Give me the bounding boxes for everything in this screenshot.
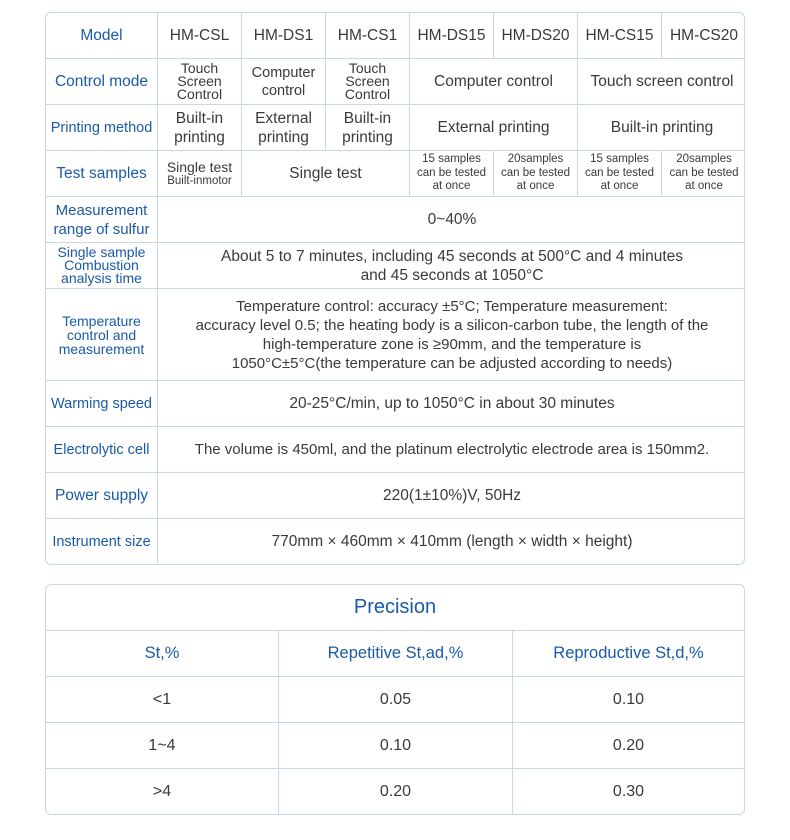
precision-header-st: St,% [46,631,279,677]
instrument-size-value: 770mm × 460mm × 410mm (length × width × height) [271,532,633,550]
precision-header-repetitive: Repetitive St,ad,% [279,631,513,677]
row-label-printing-method: Printing method [46,105,158,151]
control-mode-csl: Touch Screen Control [158,59,242,105]
test-samples-ds20: 20samples can be tested at once [494,151,578,197]
test-samples-cs15: 15 samples can be tested at once [578,151,662,197]
precision-row-3-reproductive: 0.30 [612,782,645,800]
row-label-analysis-time: Single sample Combustion analysis time [46,243,158,289]
printing-method-cs1: Built-in printing [326,105,410,151]
model-hm-cs15: HM-CS15 [578,13,662,59]
control-mode-cs1: Touch Screen Control [326,59,410,105]
model-hm-ds15: HM-DS15 [410,13,494,59]
test-samples-ds1-cs1: Single test [242,151,410,197]
test-samples-ds15: 15 samples can be tested at once [410,151,494,197]
row-label-measurement-range: Measurement range of sulfur [46,197,158,243]
precision-row-2-reproductive: 0.20 [513,723,744,769]
control-mode-cs15-cs20: Touch screen control [578,59,745,105]
row-label-electrolytic-cell: Electrolytic cell [46,427,158,473]
row-label-instrument-size: Instrument size [46,519,158,564]
test-samples-cs20: 20samples can be tested at once [662,151,745,197]
precision-row-1-reproductive: 0.10 [513,677,744,723]
printing-method-cs15-cs20: Built-in printing [578,105,745,151]
model-hm-cs20: HM-CS20 [662,13,745,59]
row-label-control-mode: Control mode [46,59,158,105]
precision-row-3-repetitive: 0.20 [279,769,513,814]
row-label-power-supply: Power supply [46,473,158,519]
precision-table [45,584,745,815]
analysis-time-value: About 5 to 7 minutes, including 45 seconds at 500°C and 4 minutes and 45 seconds at 1050°C [158,243,745,289]
precision-row-2-st: 1~4 [46,723,279,769]
power-supply-value: 220(1±10%)V, 50Hz [158,473,745,519]
printing-method-ds1: External printing [242,105,326,151]
temperature-value: Temperature control: accuracy ±5°C; Temperature measurement: accuracy level 0.5; the heating body is a silicon-carbon tube, the length of the high-temperature zone is ≥90mm, and the temperature is 1050°C±5°C(the temperature can be adjusted according to needs) [158,289,745,381]
precision-title: Precision [46,585,744,631]
printing-method-ds15-ds20: External printing [410,105,578,151]
test-samples-csl-main: Single test [166,159,233,175]
warming-speed-value: 20-25°C/min, up to 1050°C in about 30 minutes [158,381,745,427]
model-hm-ds1: HM-DS1 [242,13,326,59]
row-label-test-samples: Test samples [46,151,158,197]
precision-row-1-st: <1 [46,677,279,723]
precision-header-reproductive: Reproductive St,d,% [513,631,744,677]
precision-row-1-repetitive: 0.05 [279,677,513,723]
control-mode-ds15-ds20: Computer control [410,59,578,105]
control-mode-ds1: Computer control [242,59,326,105]
row-label-warming-speed: Warming speed [46,381,158,427]
test-samples-csl [158,151,242,197]
test-samples-csl-sub: Built-inmotor [167,175,232,187]
printing-method-csl: Built-in printing [158,105,242,151]
precision-row-3-st: >4 [46,769,279,814]
row-label-model: Model [46,13,158,59]
precision-row-2-repetitive: 0.10 [279,723,513,769]
model-hm-cs1: HM-CS1 [326,13,410,59]
specification-table [45,12,745,565]
model-hm-csl: HM-CSL [158,13,242,59]
electrolytic-cell-value: The volume is 450ml, and the platinum electrolytic electrode area is 150mm2. [158,427,745,473]
measurement-range-value: 0~40% [158,197,745,243]
row-label-temperature: Temperature control and measurement [46,289,158,381]
model-hm-ds20: HM-DS20 [494,13,578,59]
